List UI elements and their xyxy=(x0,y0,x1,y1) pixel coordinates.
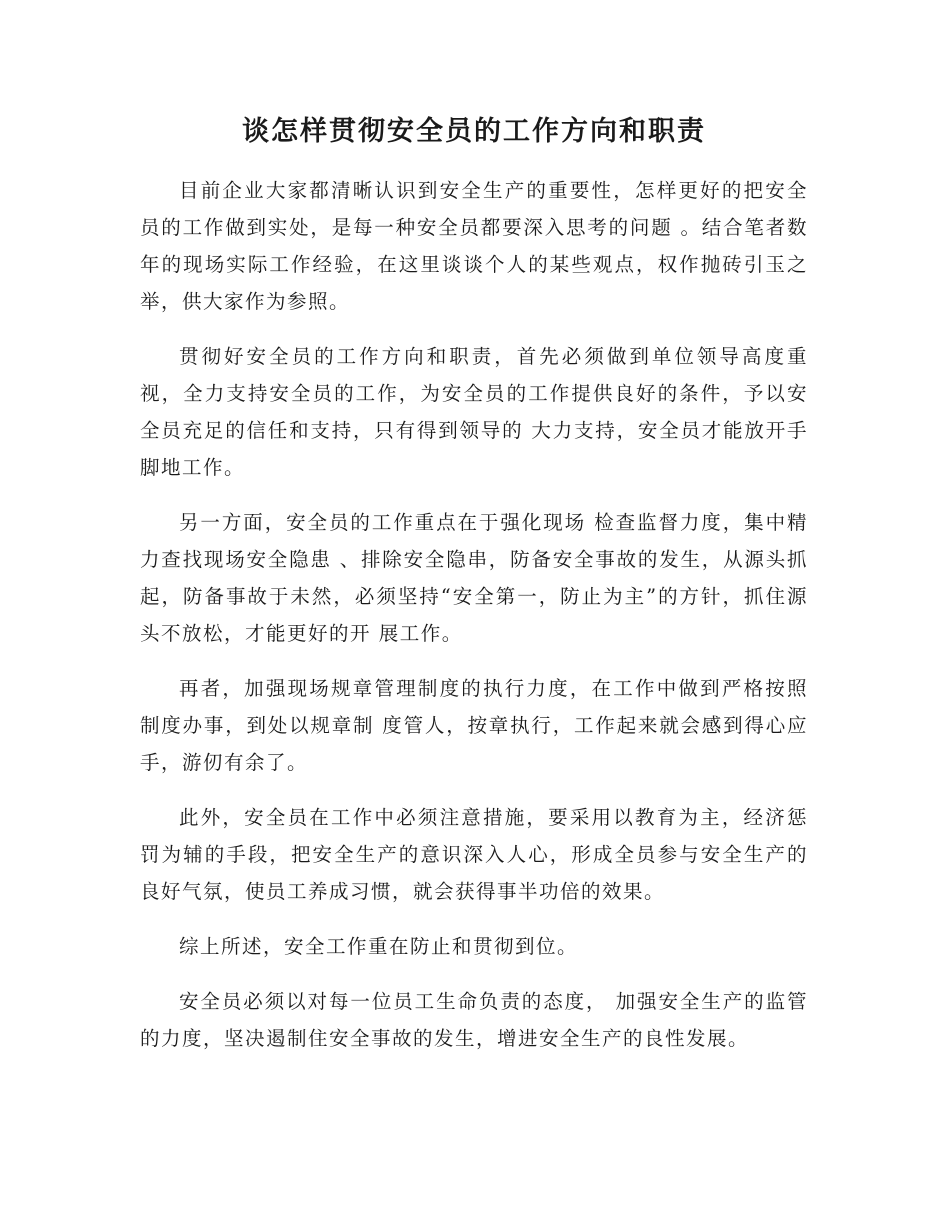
paragraph-1: 目前企业大家都清晰认识到安全生产的重要性，怎样更好的把安全员的工作做到实处，是每一种安全员都要深入思考的问题 。结合笔者数年的现场实际工作经验，在这里谈谈个人的某些观点，权作抛砖引玉之举，供大家作为参照。 xyxy=(140,179,808,313)
paragraph-5: 此外，安全员在工作中必须注意措施，要采用以教育为主，经济惩罚为辅的手段，把安全生产的意识深入人心，形成全员参与安全生产的良好气氛，使员工养成习惯，就会获得事半功倍的效果。 xyxy=(140,806,808,903)
paragraph-2: 贯彻好安全员的工作方向和职责，首先必须做到单位领导高度重视，全力支持安全员的工作，为安全员的工作提供良好的条件，予以安全员充足的信任和支持，只有得到领导的 大力支持，安全员才能放开手脚地工作。 xyxy=(140,345,808,479)
paragraph-6: 综上所述，安全工作重在防止和贯彻到位。 xyxy=(179,935,579,958)
paragraph-7: 安全员必须以对每一位员工生命负责的态度， 加强安全生产的监管的力度，坚决遏制住安全事故的发生，增进安全生产的良性发展。 xyxy=(140,990,808,1050)
paragraph-4: 再者，加强现场规章管理制度的执行力度，在工作中做到严格按照制度办事，到处以规章制 度管人，按章执行，工作起来就会感到得心应手，游仞有余了。 xyxy=(140,677,808,774)
document-page xyxy=(140,108,808,1075)
document-title: 谈怎样贯彻安全员的工作方向和职责 xyxy=(242,116,706,147)
paragraph-3: 另一方面，安全员的工作重点在于强化现场 检查监督力度，集中精力查找现场安全隐患 、排除安全隐串，防备安全事故的发生，从源头抓起，防备事故于未然，必须坚持“安全第一，防止为主”的方针，抓住源头不放松，才能更好的开 展工作。 xyxy=(140,511,808,645)
